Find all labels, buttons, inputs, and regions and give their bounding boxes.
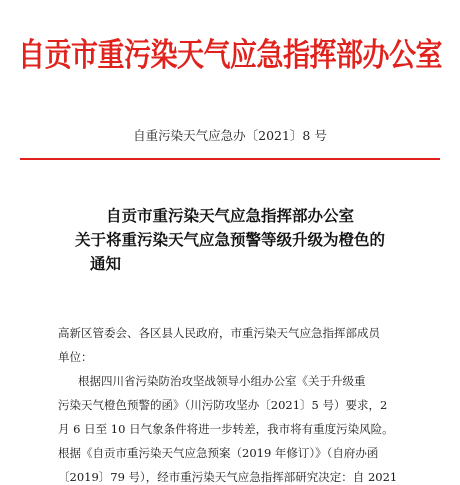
document-title-line-2: 关于将重污染天气应急预警等级升级为橙色的	[74, 231, 385, 249]
body-text-line: 根据四川省污染防治攻坚战领导小组办公室《关于升级重	[78, 374, 366, 388]
body-text-line: 〔2019〕79 号），经市重污染天气应急指挥部研究决定：自 2021	[58, 470, 398, 484]
body-text-line: 单位：	[58, 350, 93, 364]
body-text-line: 月 6 日至 10 日气象条件将进一步转差，我市将有重度污染风险。	[58, 422, 394, 436]
document-title-line-1: 自贡市重污染天气应急指挥部办公室	[105, 207, 354, 225]
body-text-line: 污染天气橙色预警的函》（川污防攻坚办〔2021〕5 号）要求，2	[58, 398, 388, 412]
header-divider	[20, 158, 440, 160]
body-text-line: 根据《自贡市重污染天气应急预案（2019 年修订）》（自府办函	[58, 446, 379, 460]
document-title-line-3: 通知	[90, 255, 122, 273]
document-number: 自重污染天气应急办〔2021〕8 号	[133, 128, 327, 143]
body-text-line: 高新区管委会、各区县人民政府，市重污染天气应急指挥部成员	[58, 326, 380, 340]
issuing-org-header: 自贡市重污染天气应急指挥部办公室	[18, 37, 442, 74]
